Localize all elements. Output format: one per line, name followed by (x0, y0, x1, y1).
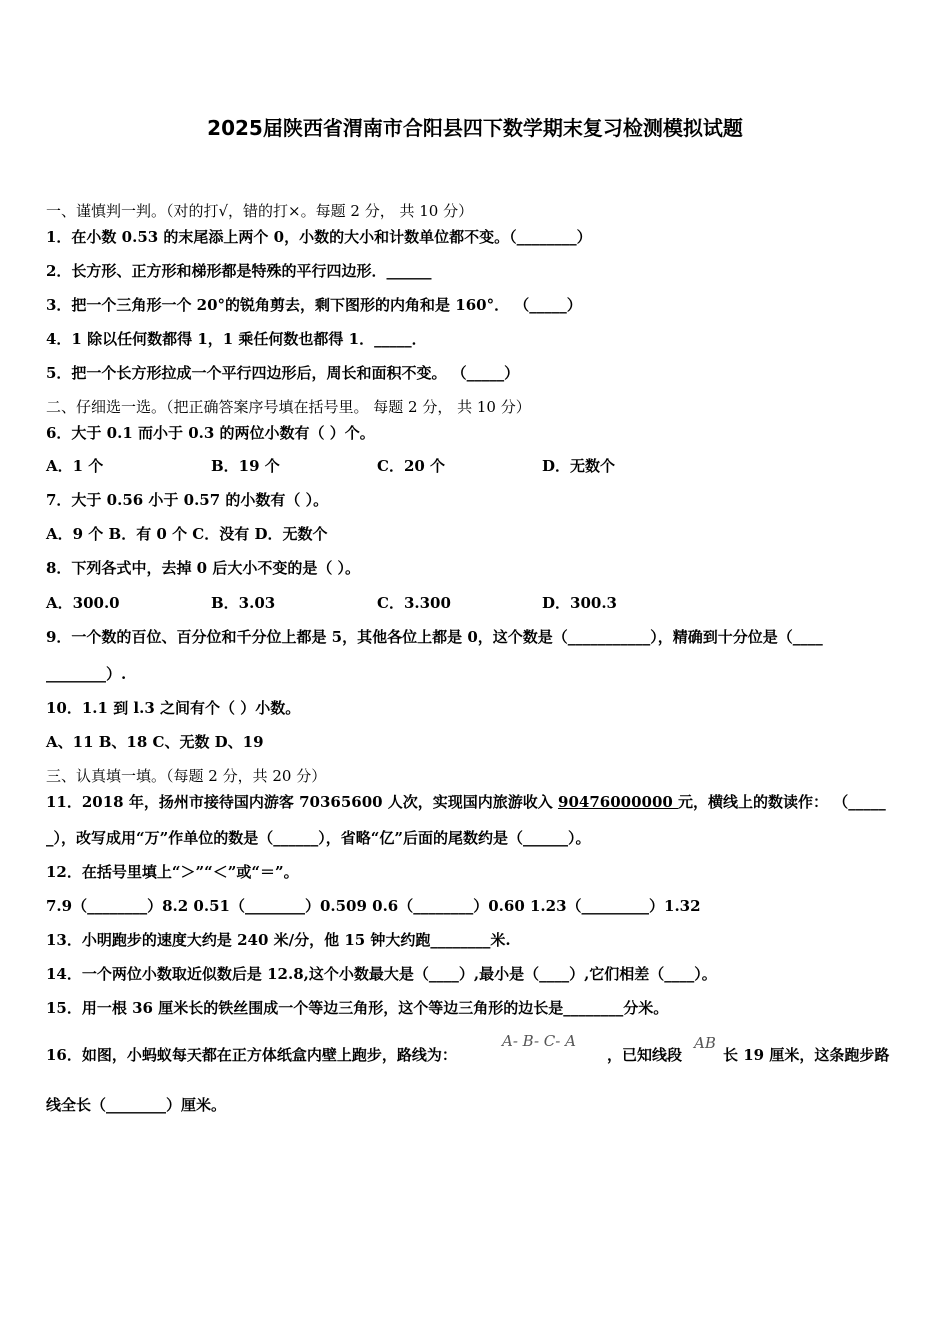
question-10: 10．1.1 到 l.3 之间有个（ ）小数。 (46, 699, 301, 717)
question-16-line1-c: 长 19 厘米，这条跑步路 (723, 1046, 890, 1064)
section2-heading: 二、仔细选一选。（把正确答案序号填在括号里。 每题 2 分， 共 10 分） (46, 398, 531, 416)
q7-options: A．9 个 B．有 0 个 C．没有 D．无数个 (46, 525, 328, 543)
question-13: 13．小明跑步的速度大约是 240 米/分，他 15 钟大约跑________米. (46, 931, 511, 949)
question-6: 6．大于 0.1 而小于 0.3 的两位小数有（ ）个。 (46, 424, 375, 442)
q6-option-c: C．20 个 (377, 457, 446, 475)
question-2: 2．长方形、正方形和梯形都是特殊的平行四边形．______ (46, 262, 432, 280)
question-1: 1．在小数 0.53 的末尾添上两个 0，小数的大小和计数单位都不变。（________） (46, 228, 592, 246)
question-14: 14．一个两位小数取近似数后是 12.8,这个小数最大是（____）,最小是（____）,它们相差（____）。 (46, 965, 717, 983)
q8-option-b: B．3.03 (211, 594, 276, 612)
page-title: 2025届陕西省渭南市合阳县四下数学期末复习检测模拟试题 (207, 116, 743, 140)
question-16-line2: 线全长（________）厘米。 (46, 1096, 227, 1114)
question-4: 4．1 除以任何数都得 1，1 乘任何数也都得 1．_____． (46, 330, 427, 348)
q8-option-d: D．300.3 (542, 594, 617, 612)
question-9-line2: ________）. (46, 665, 127, 683)
question-7: 7．大于 0.56 小于 0.57 的小数有（ ）。 (46, 491, 329, 509)
question-11-line2: _），改写成用“万”作单位的数是（______），省略“亿”后面的尾数约是（______）。 (46, 829, 591, 847)
question-12: 12．在括号里填上“＞”“＜”或“＝”。 (46, 863, 299, 881)
q11-text-b: 元，横线上的数读作： （_____ (678, 793, 886, 811)
q16-segment-label: AB (694, 1034, 716, 1052)
q6-option-b: B．19 个 (211, 457, 280, 475)
question-8: 8．下列各式中，去掉 0 后大小不变的是（ ）。 (46, 559, 361, 577)
question-3: 3．把一个三角形一个 20°的锐角剪去，剩下图形的内角和是 160°． （_____） (46, 296, 582, 314)
q16-route-formula: A- B- C- A (502, 1032, 576, 1050)
q10-options: A、11 B、18 C、无数 D、19 (46, 733, 264, 751)
question-15: 15．用一根 36 厘米长的铁丝围成一个等边三角形，这个等边三角形的边长是________分米。 (46, 999, 669, 1017)
q12-comparisons: 7.9（________）8.2 0.51（________）0.509 0.6（________）0.60 1.23（_________）1.32 (46, 897, 701, 915)
q8-option-c: C．3.300 (377, 594, 451, 612)
q8-option-a: A．300.0 (46, 594, 120, 612)
q6-option-d: D．无数个 (542, 457, 616, 475)
section1-heading: 一、谨慎判一判。（对的打√，错的打×。每题 2 分， 共 10 分） (46, 202, 474, 220)
question-9-line1: 9．一个数的百位、百分位和千分位上都是 5，其他各位上都是 0，这个数是（___________），精确到十分位是（____ (46, 628, 823, 646)
q11-underlined-number: 90476000000 (558, 793, 679, 811)
section3-heading: 三、认真填一填。（每题 2 分，共 20 分） (46, 767, 327, 785)
question-16-line1-b: ，已知线段 (607, 1046, 683, 1064)
question-5: 5．把一个长方形拉成一个平行四边形后，周长和面积不变。 （_____） (46, 364, 520, 382)
q6-option-a: A．1 个 (46, 457, 104, 475)
question-16-line1-a: 16．如图，小蚂蚁每天都在正方体纸盒内壁上跑步，路线为： (46, 1046, 457, 1064)
q11-text-a: 11．2018 年，扬州市接待国内游客 70365600 人次，实现国内旅游收入 (46, 793, 559, 811)
question-11-line1 (46, 793, 886, 811)
